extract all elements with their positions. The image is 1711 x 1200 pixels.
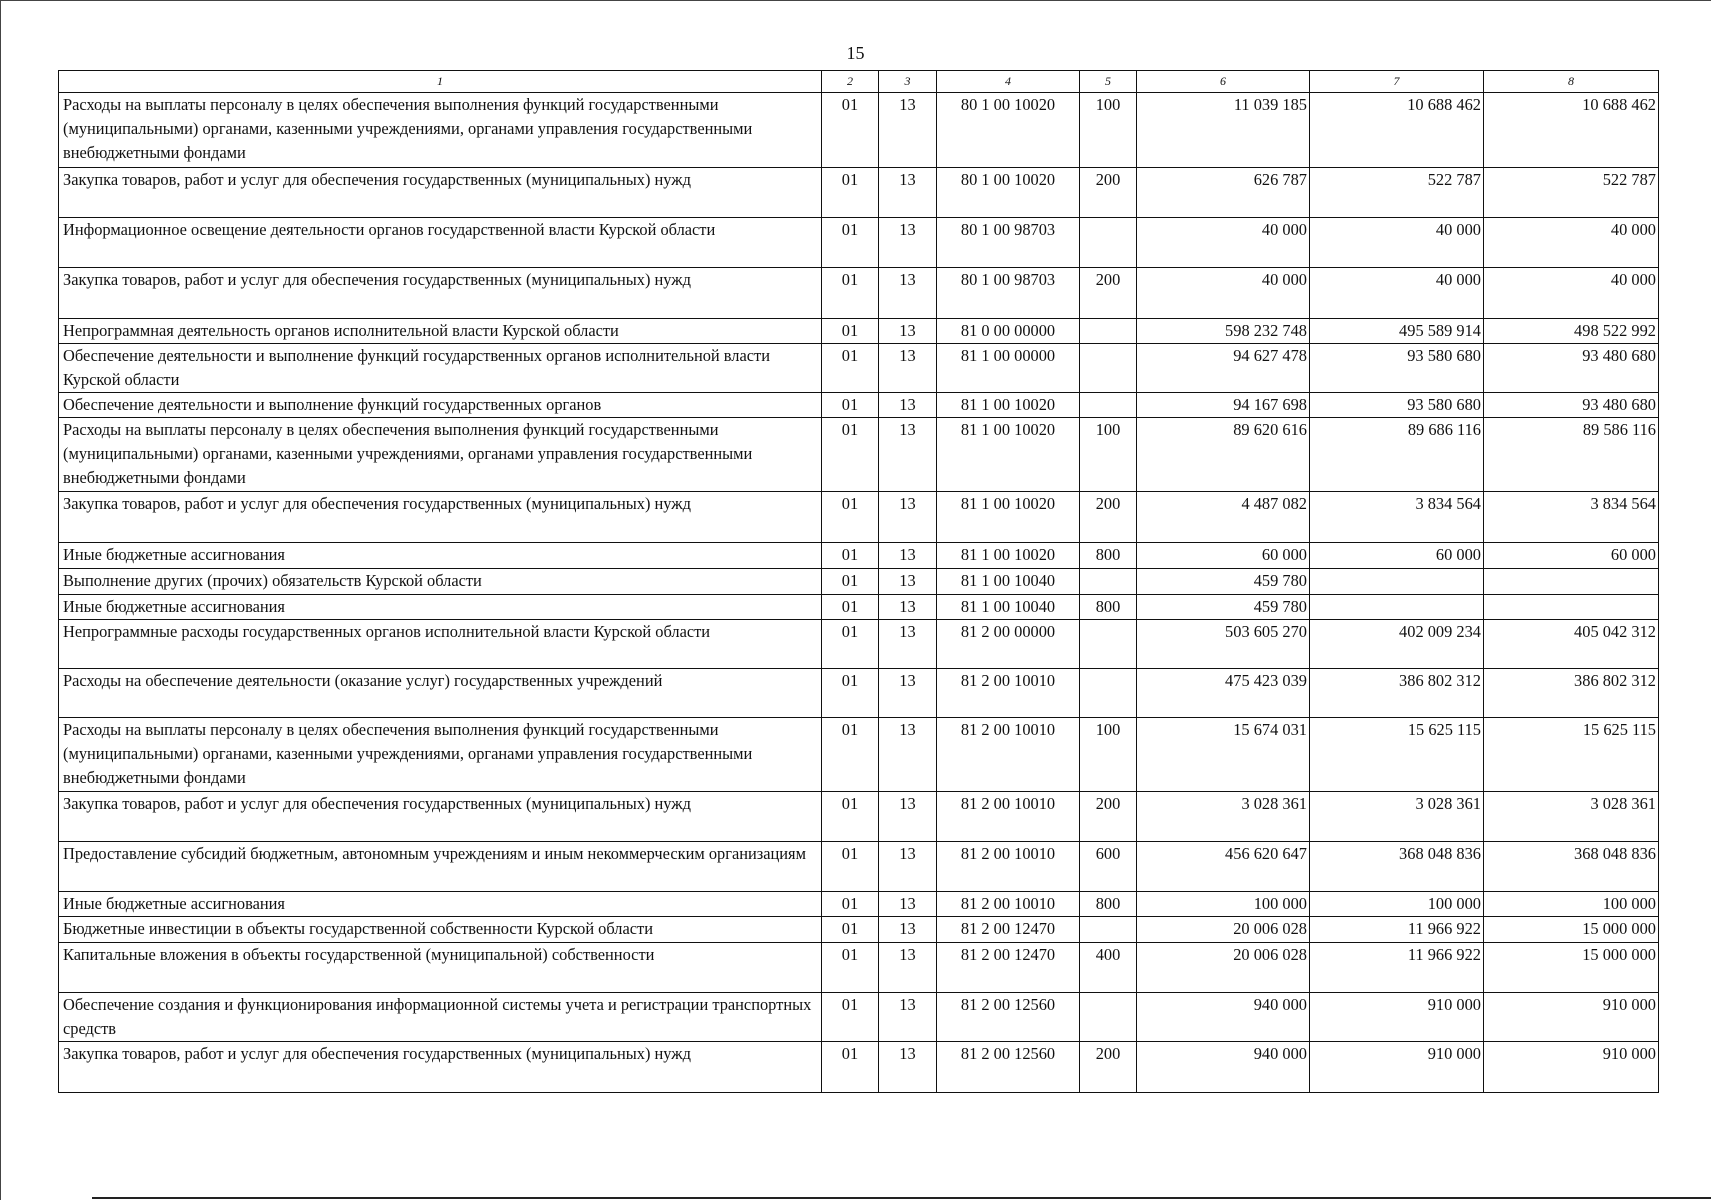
- column-number: 8: [1484, 71, 1659, 93]
- amount-year-3: 93 480 680: [1484, 393, 1659, 418]
- section-code: 01: [822, 718, 879, 792]
- amount-year-2: 40 000: [1310, 218, 1484, 268]
- target-article-code: 81 2 00 12470: [937, 943, 1080, 993]
- column-number: 6: [1137, 71, 1310, 93]
- table-row: [59, 319, 1659, 344]
- table-row: [59, 393, 1659, 418]
- table-row: [59, 917, 1659, 943]
- item-name: Закупка товаров, работ и услуг для обеспечения государственных (муниципальных) нужд: [59, 1042, 822, 1093]
- amount-year-2: 3 834 564: [1310, 492, 1484, 543]
- subsection-code: 13: [879, 669, 937, 718]
- subsection-code: 13: [879, 943, 937, 993]
- expense-type-code: [1080, 620, 1137, 669]
- amount-year-2: 60 000: [1310, 543, 1484, 569]
- table-row: [59, 620, 1659, 669]
- target-article-code: 81 2 00 12560: [937, 1042, 1080, 1093]
- item-name: Иные бюджетные ассигнования: [59, 595, 822, 620]
- table-row: [59, 792, 1659, 842]
- amount-year-1: 20 006 028: [1137, 943, 1310, 993]
- table-row: [59, 218, 1659, 268]
- section-code: 01: [822, 418, 879, 492]
- amount-year-2: 368 048 836: [1310, 842, 1484, 892]
- table-row: [59, 842, 1659, 892]
- item-name: Информационное освещение деятельности органов государственной власти Курской области: [59, 218, 822, 268]
- item-name: Закупка товаров, работ и услуг для обеспечения государственных (муниципальных) нужд: [59, 792, 822, 842]
- amount-year-2: 402 009 234: [1310, 620, 1484, 669]
- target-article-code: 81 2 00 10010: [937, 842, 1080, 892]
- table-row: [59, 569, 1659, 595]
- subsection-code: 13: [879, 595, 937, 620]
- target-article-code: 81 2 00 10010: [937, 669, 1080, 718]
- amount-year-3: 498 522 992: [1484, 319, 1659, 344]
- amount-year-1: 11 039 185: [1137, 93, 1310, 168]
- section-code: 01: [822, 268, 879, 319]
- amount-year-1: 456 620 647: [1137, 842, 1310, 892]
- section-code: 01: [822, 842, 879, 892]
- subsection-code: 13: [879, 569, 937, 595]
- amount-year-2: 100 000: [1310, 892, 1484, 917]
- subsection-code: 13: [879, 892, 937, 917]
- expense-type-code: [1080, 917, 1137, 943]
- amount-year-1: 940 000: [1137, 993, 1310, 1042]
- table-row: [59, 595, 1659, 620]
- amount-year-2: 495 589 914: [1310, 319, 1484, 344]
- amount-year-3: 40 000: [1484, 268, 1659, 319]
- amount-year-2: [1310, 595, 1484, 620]
- amount-year-2: 11 966 922: [1310, 917, 1484, 943]
- amount-year-3: [1484, 569, 1659, 595]
- item-name: Обеспечение деятельности и выполнение функций государственных органов исполнительной власти Курской области: [59, 344, 822, 393]
- amount-year-2: 910 000: [1310, 993, 1484, 1042]
- column-number: 1: [59, 71, 822, 93]
- amount-year-1: 100 000: [1137, 892, 1310, 917]
- target-article-code: 80 1 00 98703: [937, 268, 1080, 319]
- amount-year-3: 910 000: [1484, 993, 1659, 1042]
- expense-type-code: [1080, 993, 1137, 1042]
- section-code: 01: [822, 492, 879, 543]
- scan-edge-top: [0, 0, 1711, 1]
- expense-type-code: 100: [1080, 718, 1137, 792]
- item-name: Предоставление субсидий бюджетным, автономным учреждениям и иным некоммерческим организациям: [59, 842, 822, 892]
- amount-year-3: 15 000 000: [1484, 943, 1659, 993]
- column-number: 4: [937, 71, 1080, 93]
- expense-type-code: 100: [1080, 93, 1137, 168]
- column-number: 7: [1310, 71, 1484, 93]
- target-article-code: 81 1 00 10020: [937, 393, 1080, 418]
- target-article-code: 81 1 00 10040: [937, 569, 1080, 595]
- amount-year-2: 386 802 312: [1310, 669, 1484, 718]
- target-article-code: 81 1 00 00000: [937, 344, 1080, 393]
- target-article-code: 81 1 00 10020: [937, 543, 1080, 569]
- amount-year-3: 910 000: [1484, 1042, 1659, 1093]
- section-code: 01: [822, 669, 879, 718]
- section-code: 01: [822, 1042, 879, 1093]
- expense-type-code: [1080, 393, 1137, 418]
- item-name: Закупка товаров, работ и услуг для обеспечения государственных (муниципальных) нужд: [59, 268, 822, 319]
- subsection-code: 13: [879, 1042, 937, 1093]
- column-number-row: [59, 71, 1659, 93]
- amount-year-3: 386 802 312: [1484, 669, 1659, 718]
- section-code: 01: [822, 993, 879, 1042]
- amount-year-2: 522 787: [1310, 168, 1484, 218]
- section-code: 01: [822, 344, 879, 393]
- expense-type-code: 400: [1080, 943, 1137, 993]
- item-name: Расходы на выплаты персоналу в целях обеспечения выполнения функций государственными (муниципальными) органами, казенными учреждениями, органами управления государственными внебюджетными фондами: [59, 93, 822, 168]
- table-row: [59, 993, 1659, 1042]
- amount-year-3: 40 000: [1484, 218, 1659, 268]
- table-row: [59, 943, 1659, 993]
- amount-year-2: 89 686 116: [1310, 418, 1484, 492]
- expense-type-code: [1080, 319, 1137, 344]
- amount-year-2: 910 000: [1310, 1042, 1484, 1093]
- expense-type-code: 200: [1080, 492, 1137, 543]
- item-name: Непрограммные расходы государственных органов исполнительной власти Курской области: [59, 620, 822, 669]
- amount-year-3: [1484, 595, 1659, 620]
- subsection-code: 13: [879, 393, 937, 418]
- table-row: [59, 1042, 1659, 1093]
- target-article-code: 81 2 00 00000: [937, 620, 1080, 669]
- column-number: 2: [822, 71, 879, 93]
- amount-year-2: [1310, 569, 1484, 595]
- subsection-code: 13: [879, 993, 937, 1042]
- amount-year-1: 940 000: [1137, 1042, 1310, 1093]
- amount-year-1: 15 674 031: [1137, 718, 1310, 792]
- expense-type-code: [1080, 344, 1137, 393]
- budget-table: [58, 70, 1659, 1093]
- subsection-code: 13: [879, 168, 937, 218]
- amount-year-1: 40 000: [1137, 218, 1310, 268]
- table-row: [59, 543, 1659, 569]
- amount-year-1: 94 167 698: [1137, 393, 1310, 418]
- amount-year-2: 93 580 680: [1310, 393, 1484, 418]
- target-article-code: 81 2 00 12470: [937, 917, 1080, 943]
- amount-year-1: 3 028 361: [1137, 792, 1310, 842]
- section-code: 01: [822, 892, 879, 917]
- subsection-code: 13: [879, 718, 937, 792]
- subsection-code: 13: [879, 492, 937, 543]
- amount-year-3: 3 834 564: [1484, 492, 1659, 543]
- expense-type-code: 200: [1080, 1042, 1137, 1093]
- subsection-code: 13: [879, 218, 937, 268]
- subsection-code: 13: [879, 93, 937, 168]
- amount-year-1: 475 423 039: [1137, 669, 1310, 718]
- amount-year-2: 10 688 462: [1310, 93, 1484, 168]
- table-row: [59, 93, 1659, 168]
- amount-year-3: 368 048 836: [1484, 842, 1659, 892]
- amount-year-3: 405 042 312: [1484, 620, 1659, 669]
- expense-type-code: [1080, 218, 1137, 268]
- subsection-code: 13: [879, 319, 937, 344]
- section-code: 01: [822, 218, 879, 268]
- item-name: Закупка товаров, работ и услуг для обеспечения государственных (муниципальных) нужд: [59, 168, 822, 218]
- item-name: Непрограммная деятельность органов исполнительной власти Курской области: [59, 319, 822, 344]
- target-article-code: 80 1 00 98703: [937, 218, 1080, 268]
- amount-year-2: 40 000: [1310, 268, 1484, 319]
- section-code: 01: [822, 93, 879, 168]
- amount-year-2: 3 028 361: [1310, 792, 1484, 842]
- amount-year-3: 15 000 000: [1484, 917, 1659, 943]
- section-code: 01: [822, 943, 879, 993]
- target-article-code: 80 1 00 10020: [937, 93, 1080, 168]
- amount-year-1: 4 487 082: [1137, 492, 1310, 543]
- item-name: Капитальные вложения в объекты государственной (муниципальной) собственности: [59, 943, 822, 993]
- target-article-code: 81 0 00 00000: [937, 319, 1080, 344]
- page-number: 15: [846, 43, 865, 63]
- amount-year-1: 459 780: [1137, 569, 1310, 595]
- scan-edge-left: [0, 0, 1, 1200]
- table-body: [59, 93, 1659, 1093]
- item-name: Обеспечение деятельности и выполнение функций государственных органов: [59, 393, 822, 418]
- section-code: 01: [822, 595, 879, 620]
- subsection-code: 13: [879, 418, 937, 492]
- table-row: [59, 892, 1659, 917]
- subsection-code: 13: [879, 917, 937, 943]
- column-number: 3: [879, 71, 937, 93]
- amount-year-3: 522 787: [1484, 168, 1659, 218]
- section-code: 01: [822, 168, 879, 218]
- bottom-rule: [92, 1197, 1711, 1199]
- target-article-code: 81 2 00 10010: [937, 792, 1080, 842]
- expense-type-code: 800: [1080, 595, 1137, 620]
- table-row: [59, 669, 1659, 718]
- amount-year-1: 89 620 616: [1137, 418, 1310, 492]
- amount-year-1: 20 006 028: [1137, 917, 1310, 943]
- item-name: Бюджетные инвестиции в объекты государственной собственности Курской области: [59, 917, 822, 943]
- column-number: 5: [1080, 71, 1137, 93]
- table-row: [59, 418, 1659, 492]
- item-name: Обеспечение создания и функционирования информационной системы учета и регистрации транспортных средств: [59, 993, 822, 1042]
- target-article-code: 81 1 00 10020: [937, 492, 1080, 543]
- amount-year-1: 60 000: [1137, 543, 1310, 569]
- expense-type-code: [1080, 569, 1137, 595]
- section-code: 01: [822, 543, 879, 569]
- amount-year-1: 626 787: [1137, 168, 1310, 218]
- amount-year-1: 459 780: [1137, 595, 1310, 620]
- amount-year-1: 40 000: [1137, 268, 1310, 319]
- amount-year-3: 100 000: [1484, 892, 1659, 917]
- section-code: 01: [822, 319, 879, 344]
- item-name: Выполнение других (прочих) обязательств Курской области: [59, 569, 822, 595]
- item-name: Иные бюджетные ассигнования: [59, 543, 822, 569]
- expense-type-code: 800: [1080, 543, 1137, 569]
- amount-year-3: 60 000: [1484, 543, 1659, 569]
- item-name: Закупка товаров, работ и услуг для обеспечения государственных (муниципальных) нужд: [59, 492, 822, 543]
- item-name: Расходы на обеспечение деятельности (оказание услуг) государственных учреждений: [59, 669, 822, 718]
- subsection-code: 13: [879, 620, 937, 669]
- amount-year-1: 503 605 270: [1137, 620, 1310, 669]
- expense-type-code: 600: [1080, 842, 1137, 892]
- expense-type-code: 800: [1080, 892, 1137, 917]
- amount-year-2: 15 625 115: [1310, 718, 1484, 792]
- amount-year-1: 598 232 748: [1137, 319, 1310, 344]
- expense-type-code: 200: [1080, 268, 1137, 319]
- target-article-code: 81 2 00 12560: [937, 993, 1080, 1042]
- expense-type-code: 200: [1080, 168, 1137, 218]
- table-row: [59, 718, 1659, 792]
- target-article-code: 80 1 00 10020: [937, 168, 1080, 218]
- table-row: [59, 268, 1659, 319]
- section-code: 01: [822, 620, 879, 669]
- section-code: 01: [822, 917, 879, 943]
- amount-year-3: 15 625 115: [1484, 718, 1659, 792]
- target-article-code: 81 1 00 10040: [937, 595, 1080, 620]
- section-code: 01: [822, 569, 879, 595]
- target-article-code: 81 2 00 10010: [937, 718, 1080, 792]
- expense-type-code: 200: [1080, 792, 1137, 842]
- amount-year-3: 10 688 462: [1484, 93, 1659, 168]
- amount-year-3: 89 586 116: [1484, 418, 1659, 492]
- amount-year-1: 94 627 478: [1137, 344, 1310, 393]
- target-article-code: 81 2 00 10010: [937, 892, 1080, 917]
- table-row: [59, 344, 1659, 393]
- amount-year-2: 93 580 680: [1310, 344, 1484, 393]
- section-code: 01: [822, 393, 879, 418]
- amount-year-3: 3 028 361: [1484, 792, 1659, 842]
- subsection-code: 13: [879, 792, 937, 842]
- amount-year-3: 93 480 680: [1484, 344, 1659, 393]
- target-article-code: 81 1 00 10020: [937, 418, 1080, 492]
- subsection-code: 13: [879, 344, 937, 393]
- item-name: Расходы на выплаты персоналу в целях обеспечения выполнения функций государственными (муниципальными) органами, казенными учреждениями, органами управления государственными внебюджетными фондами: [59, 718, 822, 792]
- table-row: [59, 168, 1659, 218]
- subsection-code: 13: [879, 543, 937, 569]
- amount-year-2: 11 966 922: [1310, 943, 1484, 993]
- item-name: Расходы на выплаты персоналу в целях обеспечения выполнения функций государственными (муниципальными) органами, казенными учреждениями, органами управления государственными внебюджетными фондами: [59, 418, 822, 492]
- table-row: [59, 492, 1659, 543]
- subsection-code: 13: [879, 842, 937, 892]
- expense-type-code: 100: [1080, 418, 1137, 492]
- subsection-code: 13: [879, 268, 937, 319]
- item-name: Иные бюджетные ассигнования: [59, 892, 822, 917]
- section-code: 01: [822, 792, 879, 842]
- expense-type-code: [1080, 669, 1137, 718]
